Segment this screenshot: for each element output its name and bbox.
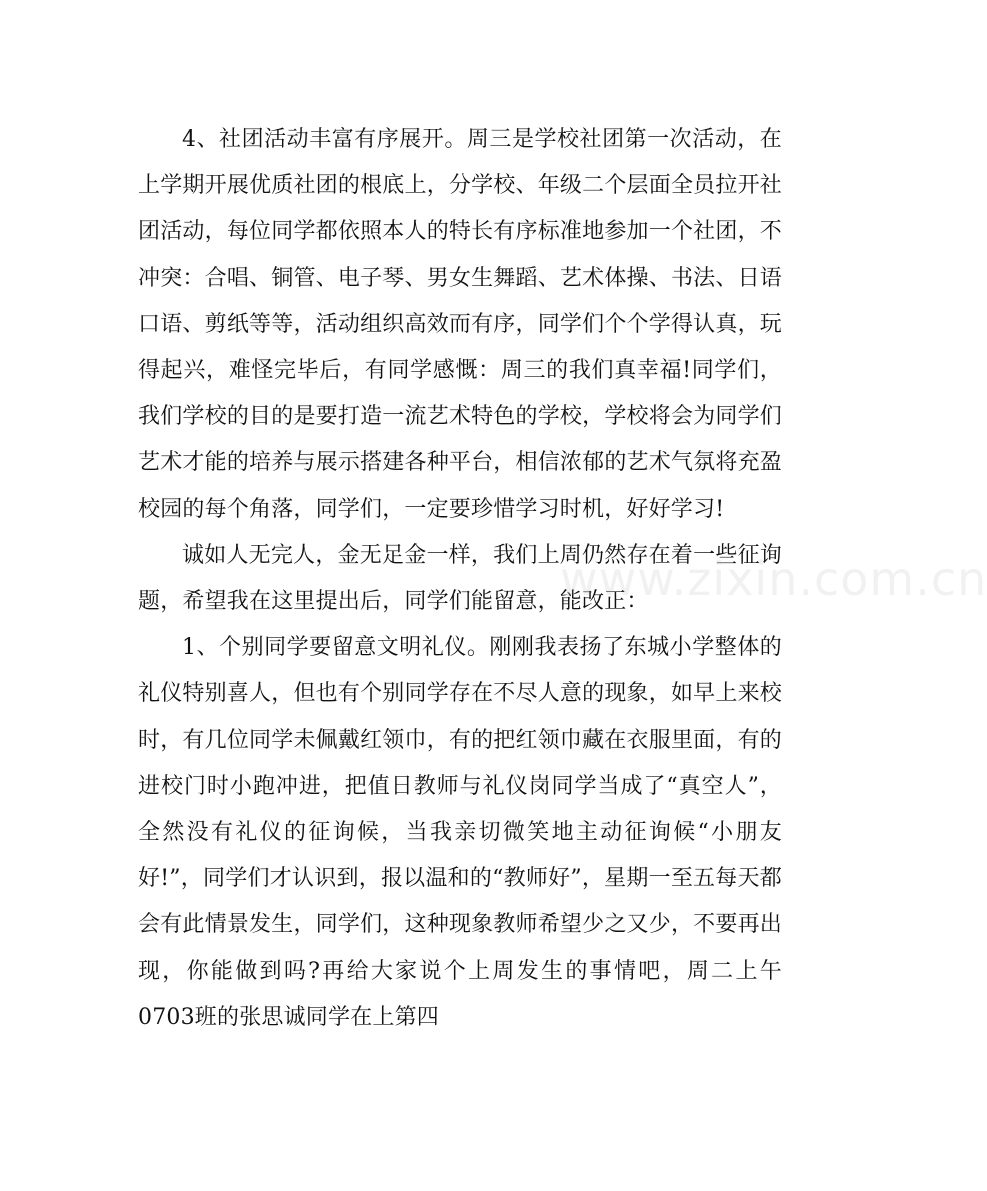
paragraph-club-activities: 4、社团活动丰富有序展开。周三是学校社团第一次活动，在上学期开展优质社团的根底上，分学校、年级二个层面全员拉开社团活动，每位同学都依照本人的特长有序标准地参加一个社团，不冲突：合唱、铜管、电子琴、男女生舞蹈、艺术体操、书法、日语口语、剪纸等等，活动组织高效而有序，同学们个个学得认真，玩得起兴，难怪完毕后，有同学感慨：周三的我们真幸福!同学们，我们学校的目的是要打造一流艺术特色的学校，学校将会为同学们艺术才能的培养与展示搭建各种平台，相信浓郁的艺术气氛将充盈校园的每个角落，同学们，一定要珍惜学习时机，好好学习! [138,127,782,522]
paragraph-etiquette: 1、个别同学要留意文明礼仪。刚刚我表扬了东城小学整体的礼仪特别喜人，但也有个别同学存在不尽人意的现象，如早上来校时，有几位同学未佩戴红领巾，有的把红领巾藏在衣服里面，有的进校门时小跑冲进，把值日教师与礼仪岗同学当成了“真空人”，全然没有礼仪的征询候，当我亲切微笑地主动征询候“小朋友好!”，同学们才认识到，报以温和的“教师好”，星期一至五每天都会有此情景发生，同学们，这种现象教师希望少之又少，不要再出现，你能做到吗?再给大家说个上周发生的事情吧，周二上午0703班的张思诚同学在上第四 [138,635,782,1030]
paragraph-problems-intro: 诚如人无完人，金无足金一样，我们上周仍然存在着一些征询题，希望我在这里提出后，同学们能留意，能改正： [138,542,782,615]
document-body [138,117,782,1041]
watermark: www.zixin.com.cn [560,552,987,606]
